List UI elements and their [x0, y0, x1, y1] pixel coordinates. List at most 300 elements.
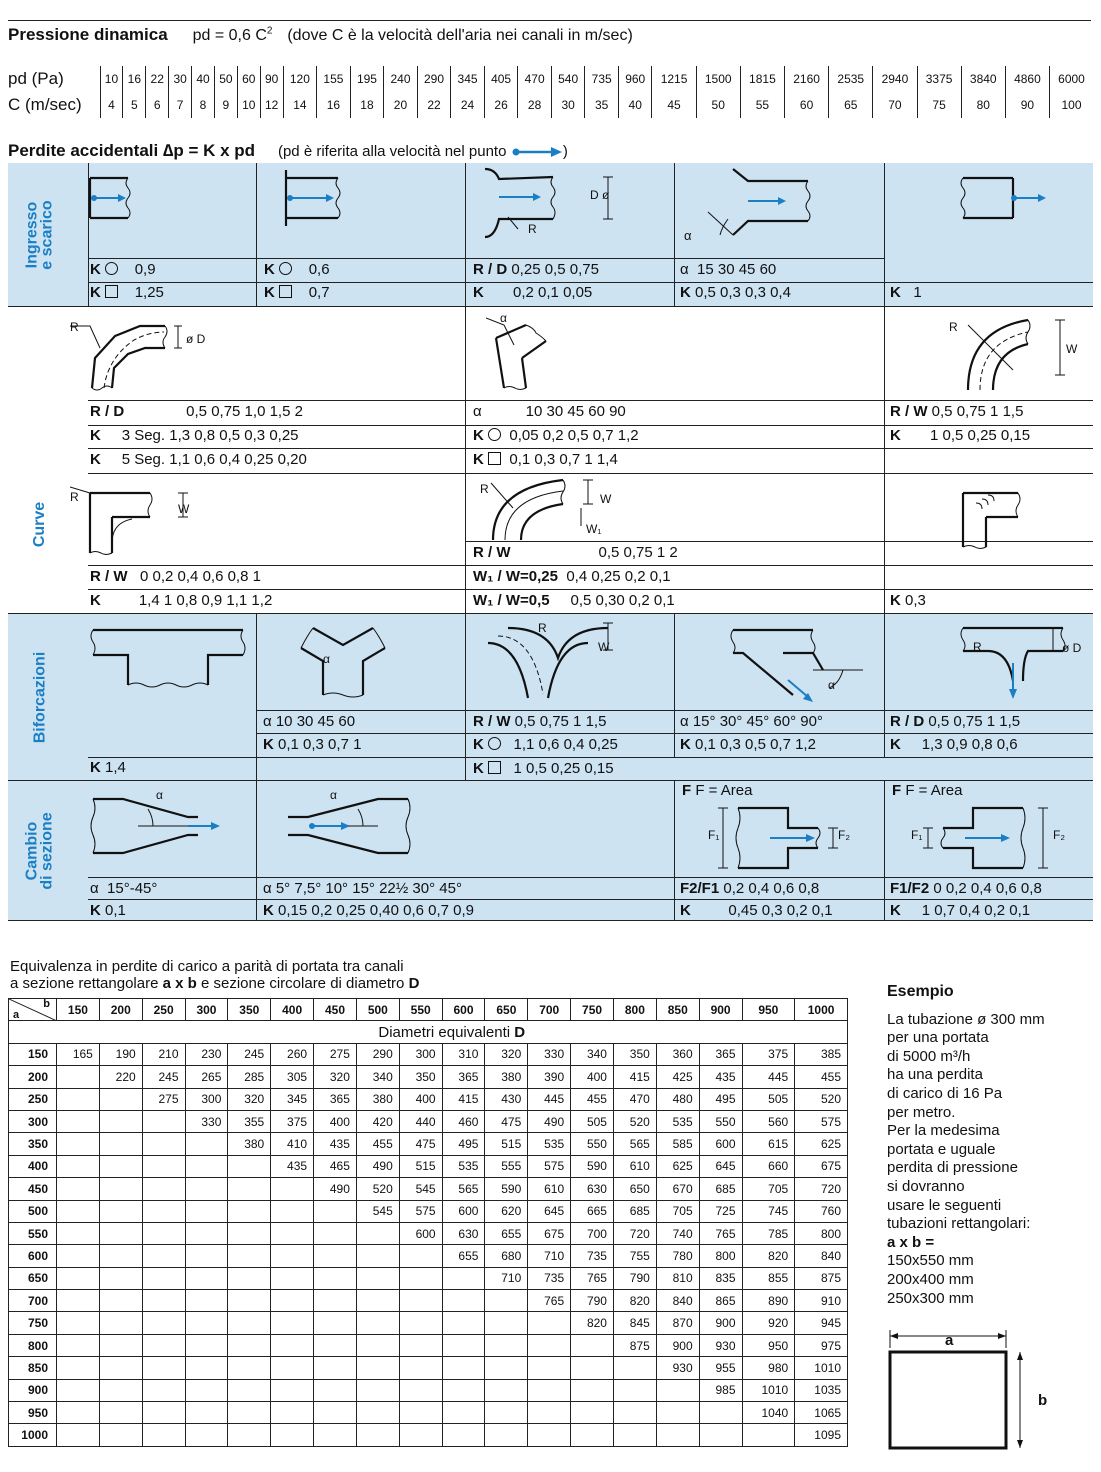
equiv-cell: 765: [699, 1222, 742, 1244]
pd-value: 3375: [917, 66, 961, 92]
equiv-cell: 490: [314, 1178, 357, 1200]
corner-a: a: [13, 1009, 20, 1022]
equiv-cell: [442, 1424, 485, 1446]
equiv-cell: [185, 1267, 228, 1289]
bif-e-lbl-r: R: [973, 640, 982, 654]
equiv-cell: [185, 1379, 228, 1401]
equiv-cell: 455: [571, 1088, 614, 1110]
pd-value: 155: [317, 66, 351, 92]
cam-a-v2: 0,1: [105, 902, 126, 919]
equiv-cell: [57, 1424, 100, 1446]
equiv-cell: 585: [656, 1133, 699, 1155]
equiv-col-header: 450: [314, 999, 357, 1021]
equiv-cell: 615: [742, 1133, 795, 1155]
bif-b-k2: K: [263, 736, 274, 753]
equiv-row-header: 800: [9, 1334, 57, 1356]
equiv-cell: 655: [485, 1222, 528, 1244]
ing3-v2: 0,2 0,1 0,05: [513, 284, 593, 301]
esempio-line: di 5000 m³/h: [887, 1047, 971, 1065]
curve-b-lbl-a: α: [500, 311, 507, 325]
curve-d-k1: R / W: [90, 568, 128, 585]
equiv-cell: [356, 1379, 399, 1401]
equiv-cell: 820: [571, 1312, 614, 1334]
perdite-note-end: ): [562, 143, 568, 160]
equiv-cell: [99, 1110, 142, 1132]
biforcazioni-label: Biforcazioni: [31, 651, 49, 743]
equiv-cell: [99, 1088, 142, 1110]
equiv-cell: 660: [742, 1155, 795, 1177]
equiv-cell: [528, 1424, 571, 1446]
equiv-cell: [442, 1357, 485, 1379]
esempio-line: perdita di pressione: [887, 1159, 1018, 1177]
equiv-cell: 620: [485, 1200, 528, 1222]
cam-c-k2: K: [680, 902, 691, 919]
equiv-cell: 590: [571, 1155, 614, 1177]
equiv-cell: 445: [528, 1088, 571, 1110]
vaned-elbow-icon: [958, 485, 1038, 550]
equiv-cell: 365: [314, 1088, 357, 1110]
equiv-row: [9, 1245, 848, 1267]
equiv-cell: 1035: [795, 1379, 848, 1401]
equiv-cell: 475: [485, 1110, 528, 1132]
cambio-label: Cambio di sezione: [24, 811, 57, 890]
equiv-cell: [699, 1424, 742, 1446]
equiv-cell: [485, 1379, 528, 1401]
equiv-cell: [356, 1357, 399, 1379]
equiv-row: [9, 1379, 848, 1401]
equiv-cell: 725: [699, 1200, 742, 1222]
equiv-cell: 675: [795, 1155, 848, 1177]
equiv-cell: [356, 1312, 399, 1334]
equiv-cell: [142, 1245, 185, 1267]
equiv-cell: 600: [399, 1222, 442, 1244]
equiv-row-header: 200: [9, 1066, 57, 1088]
equiv-row-header: 250: [9, 1088, 57, 1110]
equiv-cell: [99, 1379, 142, 1401]
c-value: 90: [1005, 92, 1049, 118]
equiv-cell: [314, 1222, 357, 1244]
equiv-cell: [185, 1357, 228, 1379]
equiv-cell: 655: [442, 1245, 485, 1267]
equiv-cell: [228, 1267, 271, 1289]
equiv-cell: [142, 1178, 185, 1200]
equiv-col-header: 650: [485, 999, 528, 1021]
equiv-row-header: 550: [9, 1222, 57, 1244]
equiv-cell: 265: [185, 1066, 228, 1088]
equiv-cell: [271, 1178, 314, 1200]
esempio-title: Esempio: [887, 983, 954, 1000]
c-value: 6: [146, 92, 169, 118]
equiv-cell: [57, 1200, 100, 1222]
curve-c-lbl-r: R: [949, 320, 958, 334]
equiv-cell: [314, 1334, 357, 1356]
equiv-cell: 930: [656, 1357, 699, 1379]
esempio-line: Per la medesima: [887, 1122, 1000, 1140]
equiv-cell: 340: [571, 1043, 614, 1065]
curve-b-v1: 10 30 45 60 90: [525, 403, 626, 420]
curve-d-k2: K: [90, 592, 101, 609]
equiv-cell: 625: [795, 1133, 848, 1155]
equiv-cell: [228, 1379, 271, 1401]
cam-a-k1: α: [90, 880, 99, 897]
equiv-cell: [442, 1312, 485, 1334]
equiv-cell: 435: [271, 1155, 314, 1177]
curve-f-k1: K: [890, 592, 901, 609]
equiv-cell: [271, 1357, 314, 1379]
equiv-row: [9, 1290, 848, 1312]
cam-d-top: F = Area: [905, 782, 963, 799]
ing5-v2: 1: [913, 284, 922, 301]
rect-elbow-icon: [70, 485, 210, 555]
equiv-cell: [57, 1133, 100, 1155]
equiv-cell: [399, 1312, 442, 1334]
equiv-cell: [271, 1267, 314, 1289]
cam-d-top-f: F: [892, 782, 902, 799]
bif-c-v3: 1 0,5 0,25 0,15: [513, 760, 614, 777]
equiv-cell: [485, 1312, 528, 1334]
perdite-heading: [8, 141, 568, 161]
equiv-cell: 890: [742, 1290, 795, 1312]
equiv-cell: [314, 1200, 357, 1222]
equiv-cell: [185, 1133, 228, 1155]
curved-y-branch-icon: [478, 618, 638, 703]
square-icon: [488, 761, 501, 774]
pd-value: 540: [551, 66, 585, 92]
pd-value: 6000: [1050, 66, 1093, 92]
equiv-cell: 245: [142, 1066, 185, 1088]
header: [8, 25, 633, 45]
ing4-k2: K: [680, 284, 691, 301]
equiv-cell: 400: [314, 1110, 357, 1132]
equiv-cell: 495: [442, 1133, 485, 1155]
curve-e-k3: W₁ / W=0,5: [473, 592, 550, 609]
esempio-line: portata e uguale: [887, 1140, 996, 1158]
square-icon: [279, 285, 292, 298]
equiv-cell: [442, 1267, 485, 1289]
equiv-cell: 505: [571, 1110, 614, 1132]
c-value: 28: [518, 92, 552, 118]
equiv-cell: 360: [656, 1043, 699, 1065]
c-value: 9: [214, 92, 237, 118]
pd-label: pd (Pa): [8, 69, 64, 88]
pd-value: 345: [451, 66, 485, 92]
corner-b: b: [43, 998, 50, 1010]
equiv-subheader: Diametri equivalenti D: [57, 1021, 848, 1043]
equiv-cell: 565: [442, 1178, 485, 1200]
equiv-cell: [528, 1334, 571, 1356]
equiv-cell: [57, 1312, 100, 1334]
curve-e-k1: R / W: [473, 544, 511, 561]
equiv-cell: [314, 1267, 357, 1289]
equiv-cell: 455: [356, 1133, 399, 1155]
pd-value: 16: [123, 66, 146, 92]
c-value: 100: [1050, 92, 1093, 118]
ing1-v2: 1,25: [134, 284, 164, 301]
equiv-cell: 630: [571, 1178, 614, 1200]
equiv-cell: 820: [613, 1290, 656, 1312]
angled-branch-icon: [723, 625, 883, 705]
cam-b-v2: 0,15 0,2 0,25 0,40 0,6 0,7 0,9: [278, 902, 475, 919]
cam-d-f2: F₂: [1053, 828, 1065, 842]
equiv-row-header: 450: [9, 1178, 57, 1200]
equiv-cell: [228, 1312, 271, 1334]
equiv-cell: 705: [656, 1200, 699, 1222]
curve-a-v1: 0,5 0,75 1,0 1,5 2: [186, 403, 303, 420]
equiv-cell: 575: [399, 1200, 442, 1222]
bif-c-k2: K: [473, 736, 484, 753]
equiv-cell: [314, 1245, 357, 1267]
equiv-cell: [271, 1424, 314, 1446]
equiv-col-header: 950: [742, 999, 795, 1021]
circle-icon: [105, 262, 118, 275]
equiv-row-header: 700: [9, 1290, 57, 1312]
equiv-cell: [57, 1178, 100, 1200]
equiv-cell: 600: [442, 1200, 485, 1222]
equiv-cell: 645: [528, 1200, 571, 1222]
equiv-cell: 245: [228, 1043, 271, 1065]
bif-b-v1: 10 30 45 60: [275, 713, 356, 730]
equiv-subheader-row: [9, 1021, 848, 1043]
equiv-cell: 670: [656, 1178, 699, 1200]
ing3-k2: K: [473, 284, 484, 301]
equiv-cell: [571, 1402, 614, 1424]
cam-c-f1: F₁: [708, 828, 720, 842]
equiv-cell: [613, 1424, 656, 1446]
equiv-cell: [314, 1402, 357, 1424]
c-value: 75: [917, 92, 961, 118]
equiv-cell: 680: [485, 1245, 528, 1267]
split-elbow-icon: [483, 478, 643, 543]
equiv-cell: [57, 1245, 100, 1267]
tee-branch-icon: [88, 625, 248, 695]
equiv-cell: 490: [528, 1110, 571, 1132]
equiv-cell: [485, 1290, 528, 1312]
equiv-cell: 400: [571, 1066, 614, 1088]
equiv-cell: 1010: [795, 1357, 848, 1379]
curve-d-v1: 0 0,2 0,4 0,6 0,8 1: [140, 568, 261, 585]
equiv-cell: 445: [742, 1066, 795, 1088]
equiv-cell: 230: [185, 1043, 228, 1065]
equiv-cell: [613, 1357, 656, 1379]
curve-a-s3: 5 Seg.: [121, 451, 166, 468]
duct-outlet-icon: [958, 175, 1048, 221]
c-value: 20: [384, 92, 418, 118]
equiv-cell: 835: [699, 1267, 742, 1289]
equiv-row-header: 650: [9, 1267, 57, 1289]
pd-value: 22: [146, 66, 169, 92]
circle-icon: [279, 262, 292, 275]
equiv-cell: 800: [699, 1245, 742, 1267]
equiv-cell: [442, 1402, 485, 1424]
equiv-cell: [271, 1379, 314, 1401]
equiv-cell: [356, 1424, 399, 1446]
equiv-cell: [99, 1357, 142, 1379]
equiv-cell: [142, 1402, 185, 1424]
equiv-cell: 320: [228, 1088, 271, 1110]
equiv-cell: [228, 1245, 271, 1267]
curve-a-k2: K: [90, 427, 101, 444]
equiv-cell: 875: [613, 1334, 656, 1356]
curve-d-v2: 1,4 1 0,8 0,9 1,1 1,2: [138, 592, 273, 609]
circle-icon: [488, 428, 501, 441]
pd-value: 1500: [696, 66, 740, 92]
equiv-cell: [485, 1357, 528, 1379]
equiv-table: [8, 998, 848, 1447]
equiv-cell: 505: [742, 1088, 795, 1110]
curve-b-k3: K: [473, 451, 484, 468]
esempio-result: 250x300 mm: [887, 1289, 974, 1307]
perdite-note: (pd è riferita alla velocità nel punto: [277, 143, 507, 160]
equiv-cell: 535: [656, 1110, 699, 1132]
equiv-cell: [99, 1155, 142, 1177]
curve-e-v1: 0,5 0,75 1 2: [598, 544, 678, 561]
bif-c-k1: R / W: [473, 713, 511, 730]
ing5-k2: K: [890, 284, 901, 301]
cam-a-v1: 15°-45°: [107, 880, 158, 897]
equiv-cell: [142, 1222, 185, 1244]
equiv-cell: 490: [356, 1155, 399, 1177]
equiv-cell: [399, 1245, 442, 1267]
pd-value: 10: [100, 66, 123, 92]
diagram-label-b: b: [1038, 1392, 1048, 1409]
equiv-cell: [142, 1379, 185, 1401]
equiv-row: [9, 1357, 848, 1379]
pd-value: 2160: [784, 66, 828, 92]
equiv-row-header: 400: [9, 1155, 57, 1177]
equiv-row: [9, 1066, 848, 1088]
equiv-row: [9, 1133, 848, 1155]
equiv-cell: [57, 1357, 100, 1379]
curve-a-v3: 1,1 0,6 0,4 0,25 0,20: [169, 451, 307, 468]
equiv-cell: [228, 1402, 271, 1424]
c-value: 40: [618, 92, 652, 118]
equiv-cell: 625: [656, 1155, 699, 1177]
bif-c-v1: 0,5 0,75 1 1,5: [514, 713, 607, 730]
equiv-col-header: 800: [613, 999, 656, 1021]
equiv-cell: 380: [228, 1133, 271, 1155]
equiv-row: [9, 1200, 848, 1222]
pd-value: 960: [618, 66, 652, 92]
equiv-row: [9, 1334, 848, 1356]
equiv-cell: [185, 1155, 228, 1177]
cam-c-v2: 0,45 0,3 0,2 0,1: [728, 902, 833, 919]
equiv-col-header: 300: [185, 999, 228, 1021]
duct-inlet-flanged-icon: [278, 168, 348, 228]
equiv-cell: 675: [528, 1222, 571, 1244]
equiv-col-header: 600: [442, 999, 485, 1021]
cam-c-top: F = Area: [695, 782, 753, 799]
c-value: 26: [484, 92, 518, 118]
equiv-cell: 260: [271, 1043, 314, 1065]
equiv-cell: [185, 1245, 228, 1267]
equiv-cell: 425: [656, 1066, 699, 1088]
reducer-icon: [88, 791, 248, 861]
pd-value: 50: [214, 66, 237, 92]
equiv-cell: 1065: [795, 1402, 848, 1424]
square-icon: [488, 452, 501, 465]
equiv-cell: [57, 1334, 100, 1356]
bif-d-k1: α: [680, 713, 689, 730]
equiv-cell: [399, 1334, 442, 1356]
equiv-cell: 875: [795, 1267, 848, 1289]
equiv-cell: [228, 1334, 271, 1356]
equiv-cell: [57, 1155, 100, 1177]
curve-b-k2: K: [473, 427, 484, 444]
pd-value: 120: [283, 66, 317, 92]
bif-b-v2: 0,1 0,3 0,7 1: [278, 736, 362, 753]
equiv-cell: [57, 1088, 100, 1110]
equiv-cell: 1040: [742, 1402, 795, 1424]
equiv-cell: 550: [571, 1133, 614, 1155]
ing4-v2: 0,5 0,3 0,3 0,4: [695, 284, 791, 301]
equiv-cell: [99, 1222, 142, 1244]
equiv-cell: 735: [571, 1245, 614, 1267]
equiv-row: [9, 1088, 848, 1110]
curve-c-k1: R / W: [890, 403, 928, 420]
equiv-cell: 545: [399, 1178, 442, 1200]
ing4-v1: 15 30 45 60: [697, 261, 777, 278]
equiv-cell: 320: [314, 1066, 357, 1088]
equiv-cell: [99, 1200, 142, 1222]
equiv-cell: [442, 1379, 485, 1401]
c-value: 7: [169, 92, 192, 118]
esempio-line: ha una perdita: [887, 1066, 983, 1084]
equiv-cell: 800: [795, 1222, 848, 1244]
equiv-cell: [485, 1402, 528, 1424]
equiv-cell: [99, 1267, 142, 1289]
equiv-cell: [142, 1267, 185, 1289]
equiv-cell: 575: [528, 1155, 571, 1177]
curve-c-lbl-w: W: [1066, 342, 1078, 356]
bif-c-v2: 1,1 0,6 0,4 0,25: [513, 736, 618, 753]
c-value: 14: [283, 92, 317, 118]
equiv-cell: 790: [571, 1290, 614, 1312]
equiv-cell: [271, 1222, 314, 1244]
cam-a-k2: K: [90, 902, 101, 919]
pd-value: 4860: [1005, 66, 1049, 92]
equiv-cell: 765: [571, 1267, 614, 1289]
equiv-cell: [356, 1222, 399, 1244]
bif-c-lbl-r: R: [538, 621, 547, 635]
equiv-cell: [57, 1267, 100, 1289]
c-value: 10: [237, 92, 260, 118]
pd-value: 1815: [740, 66, 784, 92]
equiv-cell: [185, 1424, 228, 1446]
equiv-row-header: 850: [9, 1357, 57, 1379]
curve-d-lbl-r: R: [70, 490, 79, 504]
esempio-line: per una portata: [887, 1029, 989, 1047]
equiv-cell: [656, 1379, 699, 1401]
equiv-cell: [571, 1357, 614, 1379]
curve-c-v2: 1 0,5 0,25 0,15: [930, 427, 1031, 444]
equiv-corner: [9, 999, 57, 1021]
equiv-cell: [271, 1245, 314, 1267]
equiv-cell: 745: [742, 1200, 795, 1222]
curve-e-lbl-w1: W₁: [586, 522, 602, 536]
header-title: Pressione dinamica: [8, 25, 168, 44]
equiv-cell: [99, 1133, 142, 1155]
equiv-cell: [185, 1222, 228, 1244]
equiv-cell: 920: [742, 1312, 795, 1334]
equiv-row-header: 750: [9, 1312, 57, 1334]
c-value: 4: [100, 92, 123, 118]
curve-e-k2: W₁ / W=0,25: [473, 568, 558, 585]
expander-icon: [278, 791, 438, 861]
equiv-cell: 165: [57, 1043, 100, 1065]
esempio-result: 150x550 mm: [887, 1252, 974, 1270]
equiv-cell: 330: [185, 1110, 228, 1132]
curve-a-k3: K: [90, 451, 101, 468]
